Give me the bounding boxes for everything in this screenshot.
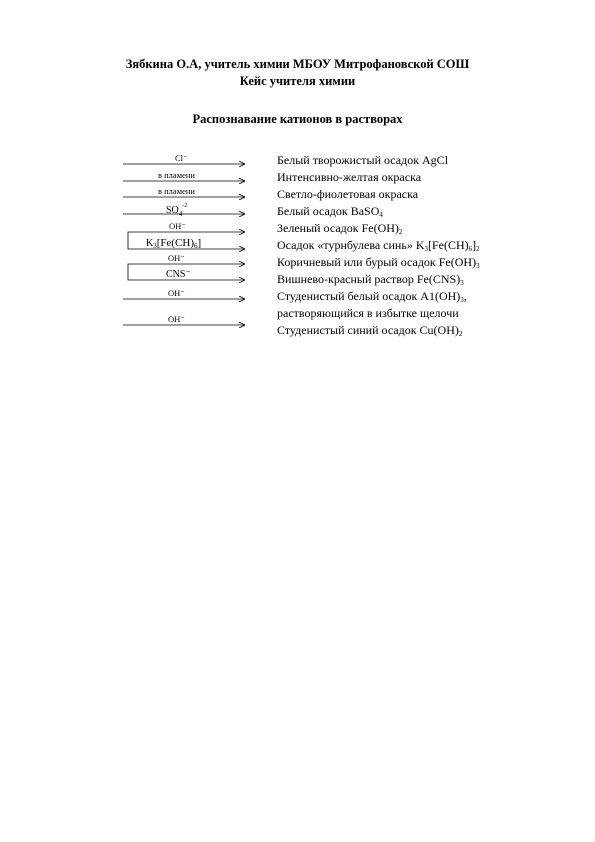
arrow-oh-2: [133, 253, 244, 264]
result-yellow-flame: Интенсивно-желтая окраска: [277, 170, 422, 184]
arrow-oh-4: [123, 314, 244, 325]
arrow-label-cns: CNS⁻: [166, 269, 191, 280]
result-fe-oh-3: Коричневый или бурый осадок $Fe(OH)_3$: [277, 255, 480, 270]
bracket-fe2: [128, 232, 133, 249]
arrow-label-oh-3: OH⁻: [168, 288, 185, 298]
arrow-label-flame-2: в пламени: [158, 186, 195, 196]
section-title: Распознавание катионов в растворах: [192, 112, 403, 126]
subtitle: Кейс учителя химии: [239, 74, 356, 88]
result-cu-oh-2: Студенистый синий осадок $Cu(OH)_2$: [277, 323, 463, 338]
arrow-label-cl: Cl⁻: [175, 153, 188, 163]
arrow-flame-2: [123, 186, 244, 197]
arrow-oh-1: [133, 221, 244, 232]
arrow-k3fe: [133, 237, 244, 250]
result-turnbull-blue: Осадок «турнбулева синь» $K_3[Fe(CH)_6]_2$: [277, 238, 480, 253]
result-al-oh-3: Студенистый белый осадок $A1(OH)_3$,: [277, 289, 467, 304]
author-line: Зябкина О.А, учитель химии МБОУ Митрофановской СОШ: [125, 57, 470, 71]
result-violet-flame: Светло-фиолетовая окраска: [277, 187, 419, 201]
arrow-label-so4: $SO_4^{-2}$: [166, 203, 188, 218]
result-al-oh-3-cont: растворяющийся в избытке щелочи: [277, 306, 459, 320]
arrow-cl: [123, 153, 244, 164]
result-fe-oh-2: Зеленый осадок $Fe(OH)_2$: [277, 221, 403, 236]
result-baso4: Белый осадок BaSO$_4$: [277, 204, 383, 219]
arrow-label-oh-4: OH⁻: [168, 314, 185, 324]
arrow-oh-3: [123, 288, 244, 299]
result-fe-cns: Вишнево-красный раствор $Fe(CNS)_3$: [277, 272, 464, 287]
arrow-label-oh-2: OH⁻: [168, 253, 185, 263]
bracket-fe3: [128, 264, 133, 280]
arrow-so4: [123, 203, 244, 218]
result-agcl: Белый творожистый осадок AgCl: [277, 153, 449, 167]
arrow-flame-1: [123, 170, 244, 181]
arrow-label-oh-1: OH⁻: [169, 221, 186, 231]
arrow-label-k3fe: $K_3[Fe(CH)_6]$: [146, 237, 202, 250]
arrow-label-flame-1: в пламени: [158, 170, 195, 180]
arrow-cns: [133, 269, 244, 280]
